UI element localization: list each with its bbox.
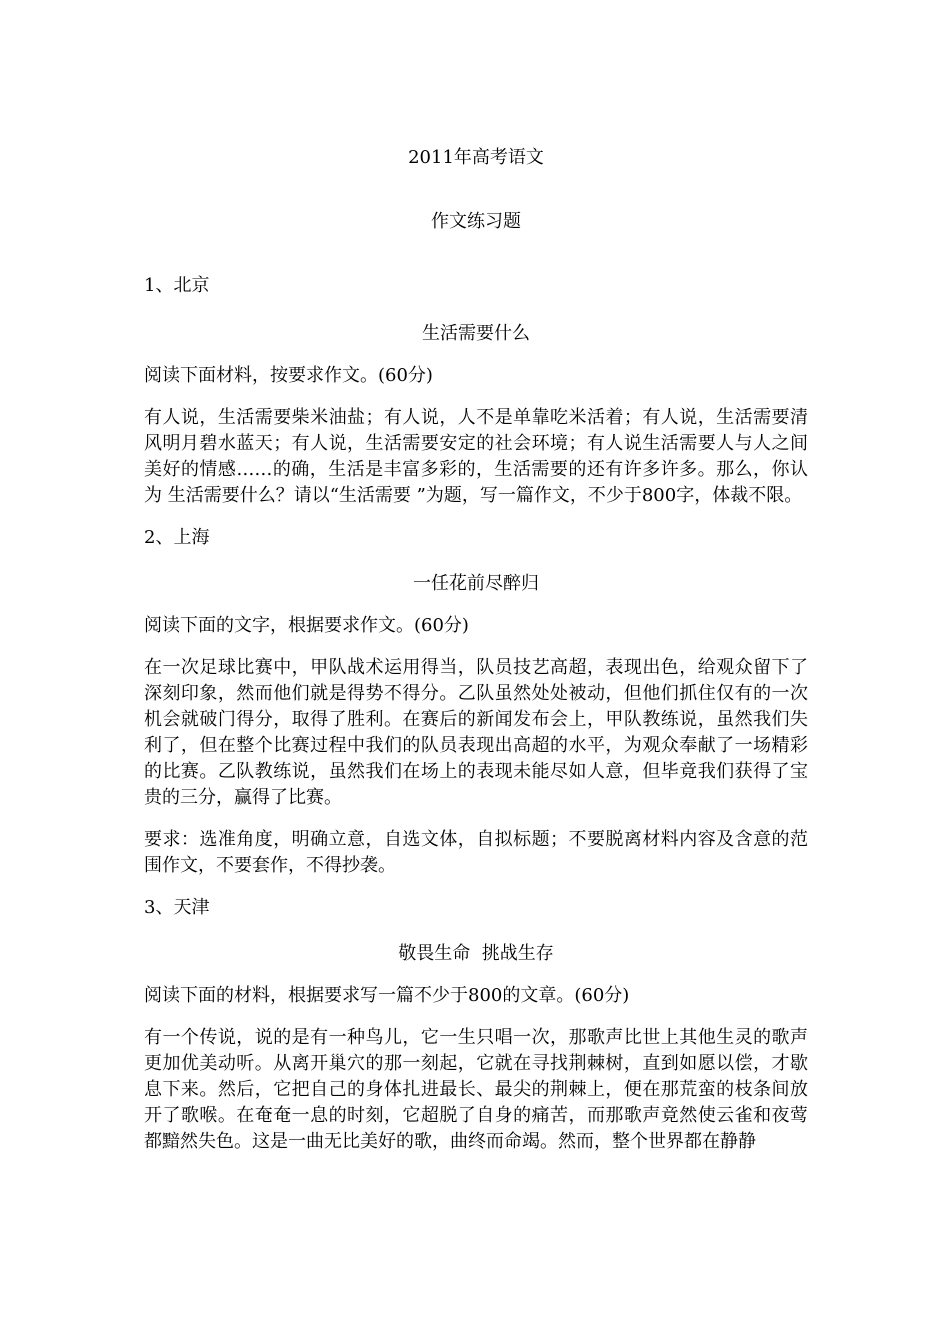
essay-title-shanghai: 一任花前尽醉归: [413, 573, 539, 594]
document-subtitle: 作文练习题: [431, 211, 521, 232]
essay-title-beijing: 生活需要什么: [422, 323, 530, 344]
instruction-tianjin: 阅读下面的材料，根据要求写一篇不少于800的文章。(60分): [144, 985, 630, 1006]
requirement-shanghai: 要求：选准角度，明确立意，自选文体，自拟标题；不要脱离材料内容及含意的范围作文，不要套作，不得抄袭。: [144, 829, 808, 876]
document-content: [144, 145, 808, 1155]
material-beijing: 有人说，生活需要柴米油盐；有人说，人不是单靠吃米活着；有人说，生活需要清风明月碧水蓝天；有人说，生活需要安定的社会环境；有人说生活需要人与人之间美好的情感……的确，生活是丰富多彩的，生活需要的还有许多许多。那么，你认为 生活需要什么？请以“生活需要 ”为题，写一篇作文，不少于800字，体裁不限。: [144, 407, 808, 506]
section-heading-shanghai: 2、上海: [144, 527, 210, 548]
material-tianjin: 有一个传说，说的是有一种鸟儿，它一生只唱一次，那歌声比世上其他生灵的歌声更加优美动听。从离开巢穴的那一刻起，它就在寻找荆棘树，直到如愿以偿，才歇息下来。然后，它把自己的身体扎进最长、最尖的荆棘上，便在那荒蛮的枝条间放开了歌喉。在奄奄一息的时刻，它超脱了自身的痛苦，而那歌声竟然使云雀和夜莺都黯然失色。这是一曲无比美好的歌，曲终而命竭。然而，整个世界都在静静: [144, 1027, 808, 1152]
document-title: 2011年高考语文: [408, 147, 544, 168]
instruction-shanghai: 阅读下面的文字，根据要求作文。(60分): [144, 615, 469, 636]
essay-title-tianjin: 敬畏生命 挑战生存: [398, 943, 554, 964]
section-heading-beijing: 1、北京: [144, 275, 210, 296]
section-heading-tianjin: 3、天津: [144, 897, 210, 918]
material-shanghai: 在一次足球比赛中，甲队战术运用得当，队员技艺高超，表现出色，给观众留下了深刻印象，然而他们就是得势不得分。乙队虽然处处被动，但他们抓住仅有的一次机会就破门得分，取得了胜利。在赛后的新闻发布会上，甲队教练说，虽然我们失利了，但在整个比赛过程中我们的队员表现出高超的水平，为观众奉献了一场精彩的比赛。乙队教练说，虽然我们在场上的表现未能尽如人意，但毕竟我们获得了宝贵的三分，赢得了比赛。: [144, 657, 808, 808]
instruction-beijing: 阅读下面材料，按要求作文。(60分): [144, 365, 433, 386]
